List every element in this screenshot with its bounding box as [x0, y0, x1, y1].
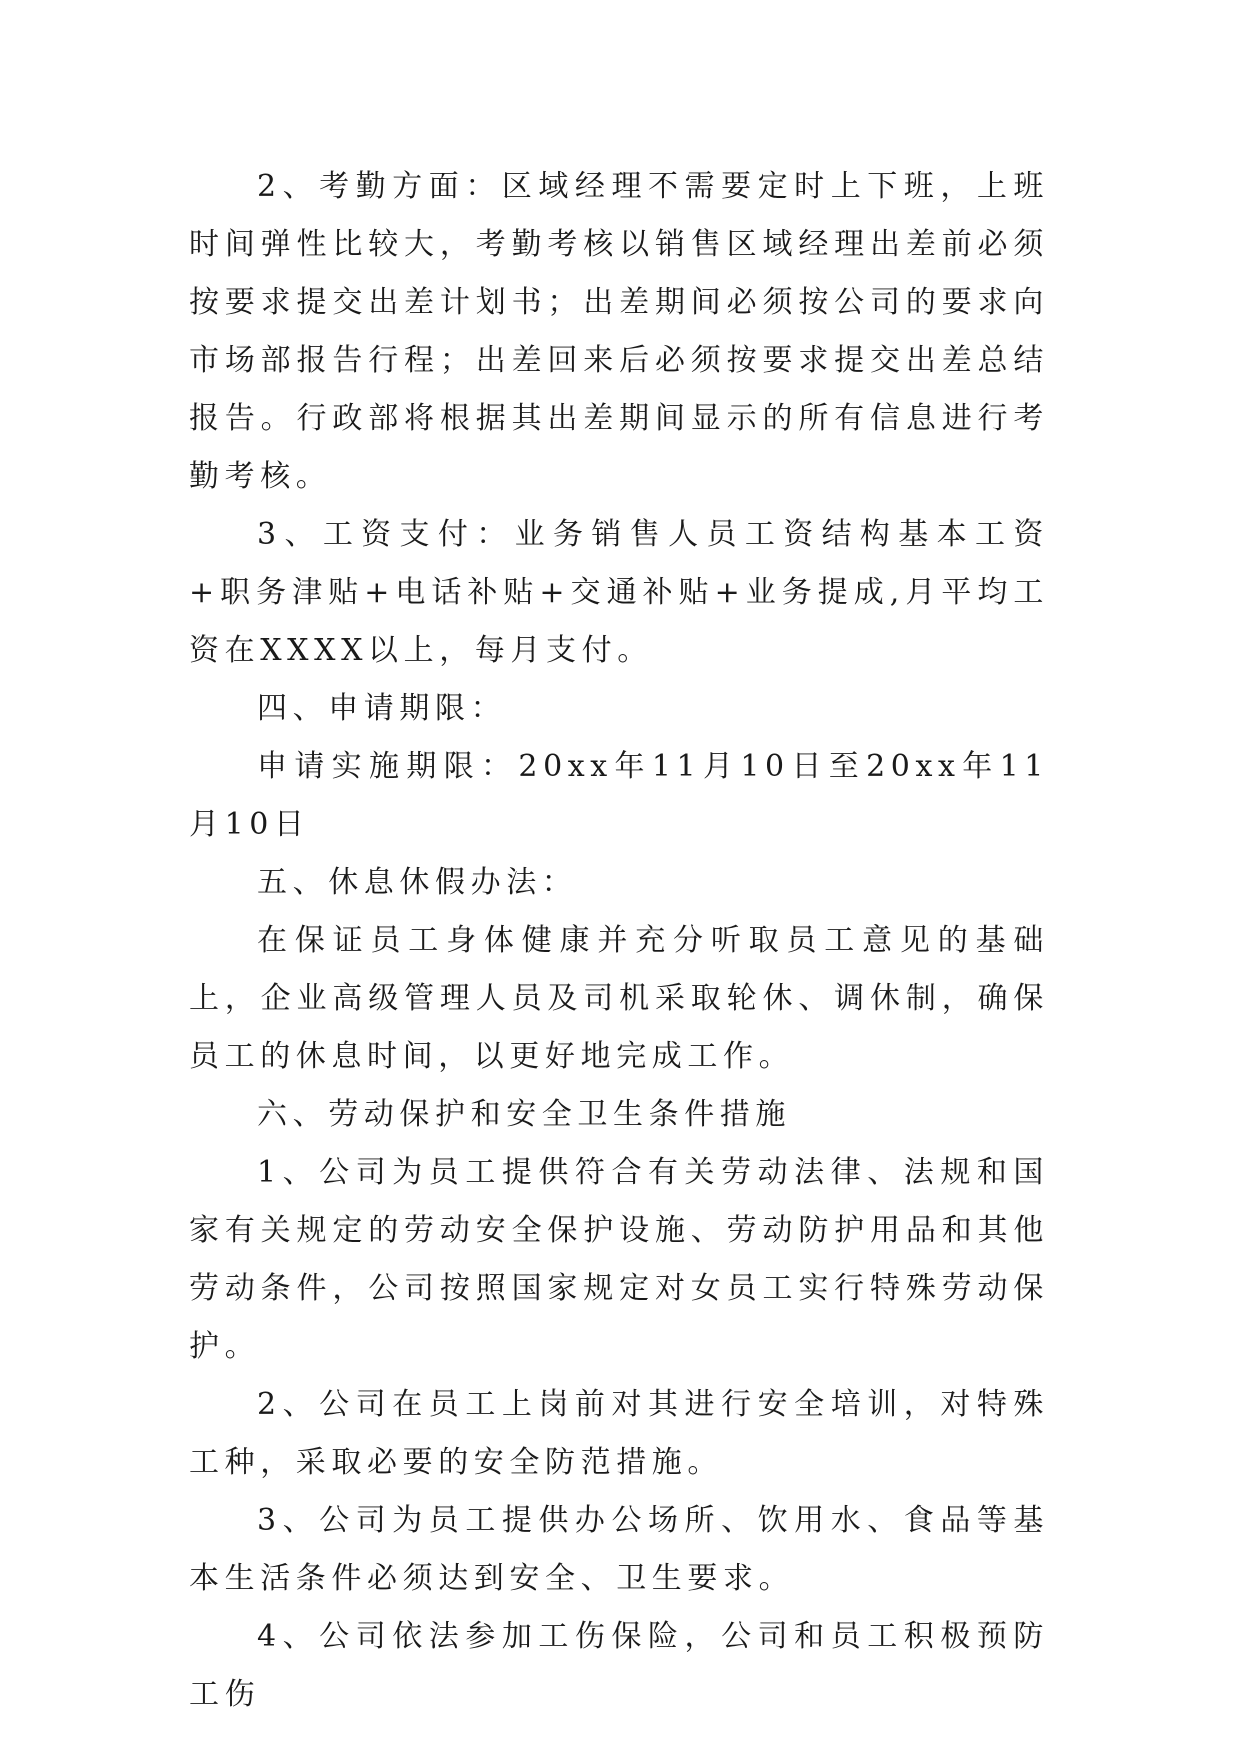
paragraph-attendance: 2、考勤方面：区域经理不需要定时上下班，上班时间弹性比较大，考勤考核以销售区域经理出差前必须按要求提交出差计划书；出差期间必须按公司的要求向市场部报告行程；出差回来后必须按要求提交出差总结报告。行政部将根据其出差期间显示的所有信息进行考勤考核。 — [189, 169, 1049, 494]
section-heading-labor-protection: 六、劳动保护和安全卫生条件措施 — [257, 1097, 791, 1132]
paragraph-rest-leave: 在保证员工身体健康并充分听取员工意见的基础上，企业高级管理人员及司机采取轮休、调休制，确保员工的休息时间，以更好地完成工作。 — [189, 923, 1049, 1074]
section-heading-rest-leave: 五、休息休假办法： — [257, 865, 578, 900]
paragraph-protection-1: 1、公司为员工提供符合有关劳动法律、法规和国家有关规定的劳动安全保护设施、劳动防护用品和其他劳动条件，公司按照国家规定对女员工实行特殊劳动保护。 — [189, 1155, 1049, 1364]
paragraph-protection-3: 3、公司为员工提供办公场所、饮用水、食品等基本生活条件必须达到安全、卫生要求。 — [189, 1503, 1049, 1596]
paragraph-protection-4: 4、公司依法参加工伤保险，公司和员工积极预防工伤 — [189, 1619, 1049, 1712]
paragraph-protection-2: 2、公司在员工上岗前对其进行安全培训，对特殊工种，采取必要的安全防范措施。 — [189, 1387, 1049, 1480]
paragraph-application-period: 申请实施期限：20xx年11月10日至20xx年11月10日 — [189, 749, 1049, 842]
document-body — [189, 158, 1049, 1724]
paragraph-wage-payment: 3、工资支付：业务销售人员工资结构基本工资+职务津贴+电话补贴+交通补贴+业务提成,月平均工资在XXXX以上，每月支付。 — [189, 517, 1049, 668]
section-heading-application-period: 四、申请期限： — [257, 691, 507, 726]
